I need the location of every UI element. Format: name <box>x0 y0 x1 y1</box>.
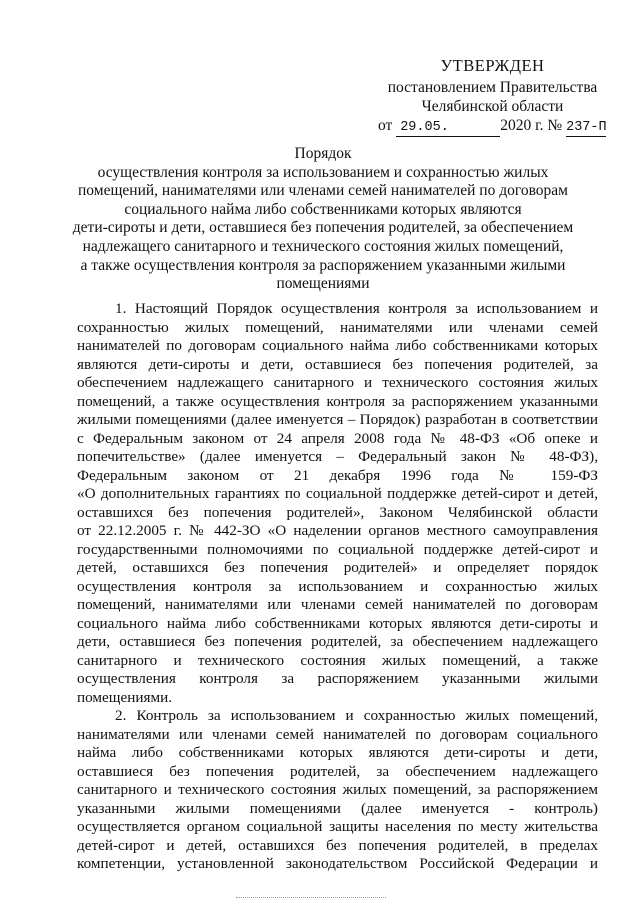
date-value: 29.05. <box>396 120 500 137</box>
footer-divider <box>236 897 386 898</box>
paragraph-1 <box>77 300 598 707</box>
heading-line: надлежащего санитарного и технического состояния жилых помещений, <box>82 237 564 255</box>
paragraph-line: указанными жилыми помещениями (далее именуется - контроль) <box>77 799 598 817</box>
paragraph-line: помещений, нанимателями или членами семей нанимателей по договорам <box>77 596 598 613</box>
approval-date-line <box>375 116 610 137</box>
paragraph-line: социального найма либо собственниками которых являются дети-сироты и <box>77 614 598 632</box>
heading-line: дети-сироты и дети, оставшиеся без попечения родителей, за обеспечением <box>72 219 574 237</box>
paragraph-line: оставшиеся без попечения родителей, за обеспечением надлежащего <box>77 762 598 780</box>
paragraph-line: сохранностью жилых помещений, нанимателями или членами семей <box>77 318 598 336</box>
paragraph-line: 2. Контроль за использованием и сохранностью жилых помещений, <box>115 707 598 724</box>
heading-line: осуществления контроля за использованием и сохранностью жилых <box>97 163 549 181</box>
paragraph-line: помещений, а также осуществления контроля за распоряжением указанными <box>77 392 598 410</box>
paragraph-line: помещениями. <box>77 688 172 706</box>
approval-line-1: постановлением Правительства <box>387 79 598 96</box>
paragraph-line: 1. Настоящий Порядок осуществления контроля за использованием и <box>115 300 598 317</box>
document-heading <box>60 145 586 294</box>
date-prefix: от <box>378 117 393 134</box>
paragraph-line: от 22.12.2005 г. № 442-ЗО «О наделении органов местного самоуправления <box>77 522 598 539</box>
heading-line: а также осуществления контроля за распоряжением указанными жилыми <box>80 256 566 274</box>
paragraph-line: оставшихся без попечения родителей», Законом Челябинской области <box>77 503 598 521</box>
paragraph-line: санитарного и технического состояния жилых помещений, а также <box>77 651 598 669</box>
paragraph-line: санитарного и технического состояния жилых помещений, за распоряжением <box>77 781 598 798</box>
paragraph-line: нанимателями или членами семей нанимателей по договорам социального <box>77 725 598 743</box>
paragraph-line: попечительстве» (далее именуется – Федеральный закон № 48-ФЗ), <box>77 448 598 465</box>
paragraph-line: жилыми помещениями (далее именуется – Порядок) разработан в соответствии <box>77 411 598 428</box>
document-number: 237-П <box>566 120 607 135</box>
heading-line: помещениями <box>276 275 370 293</box>
heading-title: Порядок <box>294 145 352 162</box>
paragraph-line: дети, оставшиеся без попечения родителей, за обеспечением надлежащего <box>77 633 598 650</box>
document-body <box>77 300 598 874</box>
heading-line: социального найма либо собственниками которых являются <box>124 200 522 218</box>
paragraph-line: Федеральным законом от 21 декабря 1996 года № 159-ФЗ <box>77 466 598 484</box>
approval-title: УТВЕРЖДЕН <box>440 56 545 75</box>
paragraph-line: осуществления контроля за распоряжением указанными жилыми <box>77 670 598 687</box>
paragraph-line: «О дополнительных гарантиях по социальной поддержке детей-сирот и детей, <box>77 485 598 502</box>
heading-line: помещений, нанимателями или членами семей нанимателей по договорам <box>78 182 568 200</box>
paragraph-line: осуществляется органом социальной защиты населения по месту жительства <box>77 818 598 835</box>
paragraph-2 <box>77 707 598 874</box>
year-text: 2020 г. № <box>500 117 563 134</box>
paragraph-line: являются дети-сироты и дети, оставшиеся без попечения родителей, за <box>77 355 598 373</box>
paragraph-line: детей-сирот и детей, оставшихся без попечения родителей, в пределах <box>77 836 598 854</box>
paragraph-line: найма либо собственниками которых являются дети-сироты и дети, <box>77 744 598 761</box>
paragraph-line: обеспечением надлежащего санитарного и технического состояния жилых <box>77 374 598 391</box>
paragraph-line: детей, оставшихся без попечения родителей» и определяет порядок <box>77 559 598 576</box>
paragraph-line: с Федеральным законом от 24 апреля 2008 года № 48-ФЗ «Об опеке и <box>77 429 598 447</box>
approval-stamp <box>375 56 610 137</box>
approval-line-2: Челябинской области <box>421 98 564 115</box>
paragraph-line: нанимателей по договорам социального найма либо собственниками которых <box>77 337 598 354</box>
paragraph-line: осуществления контроля за использованием и сохранностью жилых <box>77 577 598 595</box>
paragraph-line: компетенции, установленной законодательством Российской Федерации и <box>77 855 598 872</box>
paragraph-line: государственными полномочиями по социальной поддержке детей-сирот и <box>77 540 598 558</box>
